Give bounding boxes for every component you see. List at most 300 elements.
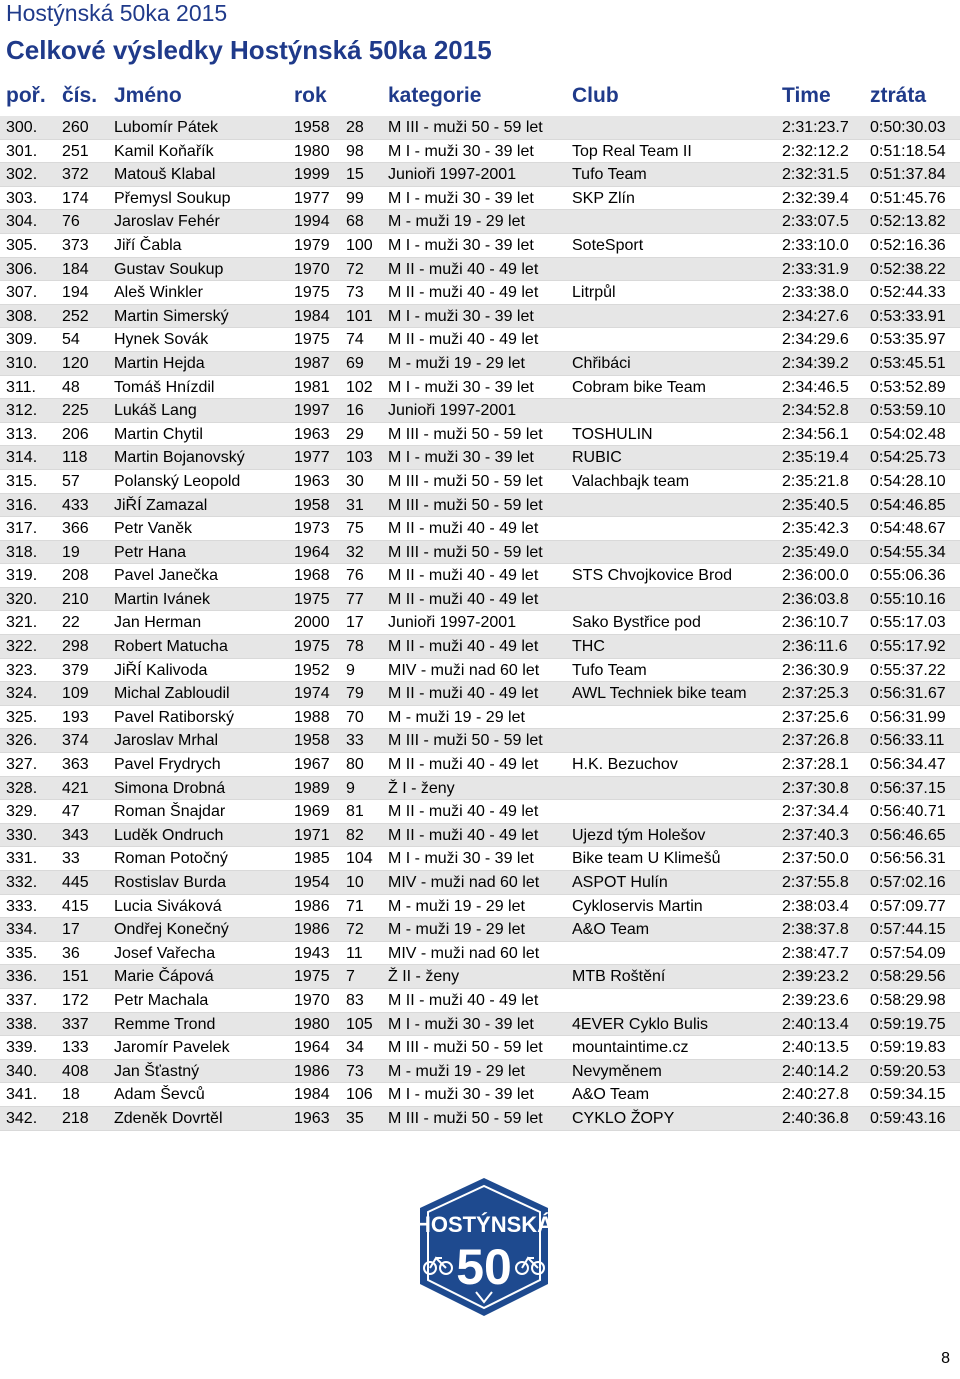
cell-rok: 1974 — [294, 685, 330, 703]
cell-cis: 18 — [62, 1086, 80, 1104]
cell-time: 2:32:31.5 — [782, 166, 849, 184]
cell-cis: 343 — [62, 826, 89, 844]
cell-num: 31 — [346, 496, 364, 514]
cell-time: 2:37:30.8 — [782, 779, 849, 797]
cell-cis: 193 — [62, 708, 89, 726]
cell-time: 2:35:49.0 — [782, 543, 849, 561]
cell-cis: 184 — [62, 260, 89, 278]
cell-name: JiŘÍ Kalivoda — [114, 661, 208, 679]
cell-gap: 0:56:31.67 — [870, 685, 946, 703]
cell-club: Litrpůl — [572, 284, 616, 302]
table-row — [0, 210, 960, 234]
cell-name: Ondřej Konečný — [114, 921, 229, 939]
cell-num: 7 — [346, 968, 355, 986]
cell-gap: 0:55:17.03 — [870, 614, 946, 632]
cell-kat: M II - muži 40 - 49 let — [388, 260, 539, 278]
cell-por: 314. — [6, 449, 38, 467]
cell-time: 2:32:12.2 — [782, 142, 849, 160]
cell-rok: 1994 — [294, 213, 330, 231]
cell-kat: Junioři 1997-2001 — [388, 402, 517, 420]
cell-por: 318. — [6, 543, 38, 561]
cell-name: Tomáš Hnízdil — [114, 378, 215, 396]
cell-name: Petr Machala — [114, 991, 209, 1009]
cell-time: 2:36:00.0 — [782, 567, 849, 585]
cell-por: 330. — [6, 826, 38, 844]
cell-club: A&O Team — [572, 921, 650, 939]
cell-num: 72 — [346, 921, 364, 939]
cell-time: 2:40:13.5 — [782, 1039, 849, 1057]
cell-gap: 0:51:37.84 — [870, 166, 946, 184]
cell-gap: 0:59:43.16 — [870, 1109, 946, 1127]
document-title: Hostýnská 50ka 2015 — [6, 0, 228, 26]
cell-kat: M III - muži 50 - 59 let — [388, 425, 543, 443]
cell-kat: M III - muži 50 - 59 let — [388, 732, 543, 750]
cell-num: 9 — [346, 661, 355, 679]
cell-name: Polanský Leopold — [114, 472, 241, 490]
cell-gap: 0:54:46.85 — [870, 496, 946, 514]
cell-por: 315. — [6, 472, 38, 490]
cell-kat: Junioři 1997-2001 — [388, 166, 517, 184]
cell-por: 309. — [6, 331, 38, 349]
cell-cis: 252 — [62, 307, 89, 325]
cell-club: Ujezd tým Holešov — [572, 826, 706, 844]
cell-club: SKP Zlín — [572, 189, 635, 207]
cell-por: 317. — [6, 520, 38, 538]
cell-por: 340. — [6, 1062, 38, 1080]
cell-club: THC — [572, 638, 605, 656]
cell-name: JiŘÍ Zamazal — [114, 496, 208, 514]
cell-num: 30 — [346, 472, 364, 490]
table-row — [0, 682, 960, 706]
cell-rok: 1980 — [294, 142, 330, 160]
cell-club: Top Real Team II — [572, 142, 692, 160]
table-row — [0, 729, 960, 753]
cell-por: 323. — [6, 661, 38, 679]
table-row — [0, 376, 960, 400]
cell-kat: M III - muži 50 - 59 let — [388, 119, 543, 136]
cell-name: Remme Trond — [114, 1015, 216, 1033]
table-row — [0, 611, 960, 635]
cell-name: Pavel Ratiborský — [114, 708, 235, 726]
cell-kat: M III - muži 50 - 59 let — [388, 543, 543, 561]
cell-kat: M II - muži 40 - 49 let — [388, 991, 539, 1009]
cell-gap: 0:56:31.99 — [870, 708, 946, 726]
cell-por: 342. — [6, 1109, 38, 1127]
cell-num: 9 — [346, 779, 355, 797]
cell-num: 33 — [346, 732, 364, 750]
cell-por: 335. — [6, 944, 38, 962]
cell-name: Martin Hejda — [114, 354, 205, 372]
cell-rok: 2000 — [294, 614, 330, 632]
cell-time: 2:36:11.6 — [782, 638, 848, 656]
cell-kat: M - muži 19 - 29 let — [388, 213, 525, 231]
cell-cis: 208 — [62, 567, 89, 585]
page-number: 8 — [941, 1350, 950, 1367]
cell-kat: M - muži 19 - 29 let — [388, 897, 525, 915]
cell-time: 2:38:37.8 — [782, 921, 849, 939]
cell-kat: MIV - muži nad 60 let — [388, 661, 540, 679]
cell-kat: M I - muži 30 - 39 let — [388, 449, 534, 467]
cell-rok: 1963 — [294, 425, 330, 443]
cell-time: 2:37:26.8 — [782, 732, 849, 750]
cell-club: ASPOT Hulín — [572, 874, 668, 891]
cell-cis: 408 — [62, 1062, 89, 1080]
cell-num: 70 — [346, 708, 364, 726]
cell-cis: 120 — [62, 354, 89, 372]
cell-por: 305. — [6, 236, 38, 254]
cell-club: RUBIC — [572, 449, 622, 467]
cell-gap: 0:53:59.10 — [870, 402, 946, 420]
cell-gap: 0:55:10.16 — [870, 590, 946, 608]
cell-name: Jaromír Pavelek — [114, 1039, 230, 1057]
cell-gap: 0:56:37.15 — [870, 779, 946, 797]
cell-cis: 22 — [62, 614, 80, 632]
cell-gap: 0:57:44.15 — [870, 921, 946, 939]
table-row — [0, 1107, 960, 1131]
cell-num: 101 — [346, 307, 373, 325]
cell-rok: 1969 — [294, 803, 330, 821]
cell-gap: 0:58:29.98 — [870, 991, 946, 1009]
cell-num: 99 — [346, 189, 364, 207]
cell-name: Jan Herman — [114, 614, 202, 632]
cell-gap: 0:56:33.11 — [870, 732, 945, 750]
table-header — [0, 84, 960, 112]
cell-name: Lubomír Pátek — [114, 119, 219, 136]
cell-club: Tufo Team — [572, 166, 647, 184]
cell-rok: 1964 — [294, 1039, 330, 1057]
cell-cis: 17 — [62, 921, 80, 939]
cell-name: Hynek Sovák — [114, 331, 209, 349]
cell-name: Lukáš Lang — [114, 402, 197, 420]
table-row — [0, 895, 960, 919]
cell-num: 103 — [346, 449, 373, 467]
cell-num: 11 — [346, 944, 363, 962]
cell-gap: 0:59:19.75 — [870, 1015, 946, 1033]
cell-kat: M I - muži 30 - 39 let — [388, 307, 534, 325]
cell-club: mountaintime.cz — [572, 1039, 689, 1057]
cell-por: 312. — [6, 402, 38, 420]
cell-name: Zdeněk Dovrtěl — [114, 1109, 223, 1127]
cell-por: 320. — [6, 590, 38, 608]
cell-club: Nevyměnem — [572, 1062, 662, 1080]
cell-gap: 0:52:38.22 — [870, 260, 946, 278]
cell-time: 2:32:39.4 — [782, 189, 849, 207]
cell-kat: M - muži 19 - 29 let — [388, 1062, 525, 1080]
cell-name: Roman Potočný — [114, 850, 228, 868]
cell-rok: 1988 — [294, 708, 330, 726]
cell-num: 100 — [346, 236, 373, 254]
cell-num: 28 — [346, 119, 364, 136]
cell-time: 2:35:19.4 — [782, 449, 849, 467]
cell-name: Simona Drobná — [114, 779, 226, 797]
table-row — [0, 989, 960, 1013]
cell-rok: 1977 — [294, 449, 330, 467]
logo-text: HOSTÝNSKÁ — [414, 1212, 554, 1237]
cell-kat: M I - muži 30 - 39 let — [388, 1015, 534, 1033]
cell-gap: 0:57:02.16 — [870, 874, 946, 891]
cell-gap: 0:56:56.31 — [870, 850, 946, 868]
cell-cis: 118 — [62, 449, 88, 467]
cell-num: 16 — [346, 402, 364, 420]
cell-por: 302. — [6, 166, 38, 184]
cell-cis: 379 — [62, 661, 89, 679]
table-row — [0, 163, 960, 187]
cell-num: 102 — [346, 378, 373, 396]
cell-por: 322. — [6, 638, 38, 656]
cell-gap: 0:52:44.33 — [870, 284, 946, 302]
table-row — [0, 1013, 960, 1037]
cell-name: Pavel Frydrych — [114, 756, 221, 774]
cell-rok: 1943 — [294, 944, 330, 962]
cell-rok: 1986 — [294, 921, 330, 939]
cell-club: Cykloservis Martin — [572, 897, 703, 915]
cell-rok: 1954 — [294, 874, 330, 891]
cell-rok: 1980 — [294, 1015, 330, 1033]
header-time: Time — [782, 84, 831, 107]
cell-num: 74 — [346, 331, 364, 349]
cell-cis: 337 — [62, 1015, 89, 1033]
cell-num: 32 — [346, 543, 364, 561]
cell-num: 78 — [346, 638, 364, 656]
cell-time: 2:34:52.8 — [782, 402, 849, 420]
cell-name: Pavel Janečka — [114, 567, 219, 585]
cell-time: 2:40:14.2 — [782, 1062, 849, 1080]
cell-name: Přemysl Soukup — [114, 189, 231, 207]
cell-num: 15 — [346, 166, 364, 184]
cell-cis: 206 — [62, 425, 89, 443]
cell-por: 313. — [6, 425, 38, 443]
cell-time: 2:33:07.5 — [782, 213, 849, 231]
cell-gap: 0:56:40.71 — [870, 803, 946, 821]
cell-cis: 36 — [62, 944, 80, 962]
table-row — [0, 140, 960, 164]
cell-por: 319. — [6, 567, 38, 585]
results-table — [0, 116, 960, 1131]
cell-club: Cobram bike Team — [572, 378, 706, 396]
cell-rok: 1979 — [294, 236, 330, 254]
cell-por: 332. — [6, 874, 38, 891]
table-row — [0, 423, 960, 447]
cell-cis: 445 — [62, 874, 89, 891]
cell-time: 2:33:38.0 — [782, 284, 849, 302]
cell-num: 75 — [346, 520, 364, 538]
cell-por: 307. — [6, 284, 38, 302]
cell-name: Petr Hana — [114, 543, 187, 561]
cell-kat: M II - muži 40 - 49 let — [388, 685, 539, 703]
cell-rok: 1975 — [294, 968, 330, 986]
cell-name: Josef Vařecha — [114, 944, 216, 962]
cell-rok: 1975 — [294, 331, 330, 349]
cell-num: 73 — [346, 1062, 364, 1080]
cell-name: Jiří Čabla — [114, 236, 182, 254]
cell-por: 300. — [6, 119, 38, 136]
cell-num: 17 — [346, 614, 364, 632]
cell-time: 2:34:29.6 — [782, 331, 849, 349]
cell-por: 304. — [6, 213, 38, 231]
cell-gap: 0:59:19.83 — [870, 1039, 946, 1057]
cell-club: Valachbajk team — [572, 472, 690, 490]
cell-name: Martin Bojanovský — [114, 449, 245, 467]
cell-cis: 366 — [62, 520, 89, 538]
cell-gap: 0:54:25.73 — [870, 449, 946, 467]
cell-rok: 1975 — [294, 284, 330, 302]
table-row — [0, 706, 960, 730]
cell-name: Michal Zabloudil — [114, 685, 230, 703]
cell-kat: MIV - muži nad 60 let — [388, 944, 540, 962]
cell-rok: 1984 — [294, 1086, 330, 1104]
cell-rok: 1973 — [294, 520, 330, 538]
cell-gap: 0:50:30.03 — [870, 119, 946, 136]
cell-time: 2:38:03.4 — [782, 897, 849, 915]
cell-cis: 19 — [62, 543, 80, 561]
cell-rok: 1958 — [294, 732, 330, 750]
cell-kat: M II - muži 40 - 49 let — [388, 826, 539, 844]
cell-cis: 33 — [62, 850, 80, 868]
cell-por: 310. — [6, 354, 38, 372]
cell-rok: 1981 — [294, 378, 330, 396]
table-row — [0, 541, 960, 565]
cell-time: 2:31:23.7 — [782, 119, 849, 136]
cell-time: 2:37:28.1 — [782, 756, 849, 774]
cell-name: Roman Šnajdar — [114, 803, 226, 821]
cell-cis: 109 — [62, 685, 89, 703]
cell-rok: 1989 — [294, 779, 330, 797]
document-subtitle: Celkové výsledky Hostýnská 50ka 2015 — [6, 35, 492, 65]
cell-por: 339. — [6, 1039, 38, 1057]
cell-por: 327. — [6, 756, 38, 774]
cell-rok: 1971 — [294, 826, 330, 844]
cell-club: AWL Techniek bike team — [572, 685, 747, 703]
cell-por: 306. — [6, 260, 38, 278]
cell-club: TOSHULIN — [572, 425, 653, 443]
cell-num: 10 — [346, 874, 364, 891]
cell-gap: 0:53:52.89 — [870, 378, 946, 396]
cell-kat: M I - muži 30 - 39 let — [388, 142, 534, 160]
cell-gap: 0:53:45.51 — [870, 354, 946, 372]
cell-cis: 433 — [62, 496, 89, 514]
table-row — [0, 494, 960, 518]
cell-rok: 1975 — [294, 638, 330, 656]
cell-club: SoteSport — [572, 236, 644, 254]
cell-name: Jaroslav Mrhal — [114, 732, 219, 750]
cell-por: 329. — [6, 803, 38, 821]
cell-kat: M III - muži 50 - 59 let — [388, 1109, 543, 1127]
cell-num: 104 — [346, 850, 373, 868]
cell-club: Tufo Team — [572, 661, 647, 679]
cell-kat: M II - muži 40 - 49 let — [388, 756, 539, 774]
cell-gap: 0:56:46.65 — [870, 826, 946, 844]
cell-name: Matouš Klabal — [114, 166, 216, 184]
cell-name: Martin Chytil — [114, 425, 203, 443]
header-gap: ztráta — [870, 84, 927, 107]
table-row — [0, 659, 960, 683]
table-row — [0, 588, 960, 612]
table-row — [0, 328, 960, 352]
cell-club: 4EVER Cyklo Bulis — [572, 1015, 709, 1033]
header-club: Club — [572, 84, 619, 107]
cell-name: Martin Simerský — [114, 307, 229, 325]
cell-num: 106 — [346, 1086, 373, 1104]
cell-num: 68 — [346, 213, 364, 231]
cell-cis: 251 — [62, 142, 89, 160]
cell-cis: 218 — [62, 1109, 89, 1127]
cell-kat: M III - muži 50 - 59 let — [388, 496, 543, 514]
cell-time: 2:34:46.5 — [782, 378, 849, 396]
cell-gap: 0:55:06.36 — [870, 567, 946, 585]
cell-por: 325. — [6, 708, 38, 726]
cell-name: Petr Vaněk — [114, 520, 192, 538]
cell-kat: M I - muži 30 - 39 let — [388, 850, 534, 868]
cell-rok: 1977 — [294, 189, 330, 207]
table-row — [0, 824, 960, 848]
cell-kat: M II - muži 40 - 49 let — [388, 520, 539, 538]
cell-time: 2:39:23.6 — [782, 991, 849, 1009]
cell-kat: M - muži 19 - 29 let — [388, 708, 525, 726]
cell-por: 324. — [6, 685, 38, 703]
cell-cis: 54 — [62, 331, 80, 349]
cell-rok: 1968 — [294, 567, 330, 585]
table-row — [0, 446, 960, 470]
header-cis: čís. — [62, 84, 98, 107]
cell-cis: 372 — [62, 166, 89, 184]
cell-rok: 1986 — [294, 1062, 330, 1080]
cell-cis: 47 — [62, 803, 80, 821]
cell-kat: M I - muži 30 - 39 let — [388, 378, 534, 396]
cell-time: 2:35:40.5 — [782, 496, 849, 514]
cell-time: 2:35:42.3 — [782, 520, 849, 538]
cell-por: 326. — [6, 732, 38, 750]
cell-time: 2:36:10.7 — [782, 614, 849, 632]
cell-rok: 1963 — [294, 472, 330, 490]
cell-name: Luděk Ondruch — [114, 826, 224, 844]
cell-gap: 0:55:17.92 — [870, 638, 946, 656]
cell-name: Adam Ševců — [114, 1086, 205, 1104]
cell-name: Aleš Winkler — [114, 284, 203, 302]
cell-por: 336. — [6, 968, 38, 986]
cell-num: 77 — [346, 590, 364, 608]
cell-cis: 363 — [62, 756, 89, 774]
cell-cis: 57 — [62, 472, 80, 490]
cell-rok: 1952 — [294, 661, 330, 679]
cell-por: 316. — [6, 496, 38, 514]
cell-gap: 0:58:29.56 — [870, 968, 946, 986]
cell-cis: 415 — [62, 897, 89, 915]
cell-kat: Ž II - ženy — [388, 968, 460, 986]
table-row — [0, 305, 960, 329]
cell-gap: 0:54:48.67 — [870, 520, 946, 538]
logo-number: 50 — [456, 1239, 512, 1295]
cell-gap: 0:51:45.76 — [870, 189, 946, 207]
table-row — [0, 234, 960, 258]
cell-num: 71 — [346, 897, 364, 915]
cell-rok: 1986 — [294, 897, 330, 915]
cell-time: 2:39:23.2 — [782, 968, 849, 986]
cell-time: 2:40:13.4 — [782, 1015, 849, 1033]
cell-kat: Junioři 1997-2001 — [388, 614, 517, 632]
cell-time: 2:38:47.7 — [782, 944, 849, 962]
cell-kat: M - muži 19 - 29 let — [388, 921, 525, 939]
cell-rok: 1970 — [294, 991, 330, 1009]
cell-cis: 172 — [62, 991, 89, 1009]
table-row — [0, 1083, 960, 1107]
cell-rok: 1970 — [294, 260, 330, 278]
table-row — [0, 635, 960, 659]
cell-club: STS Chvojkovice Brod — [572, 567, 733, 585]
cell-club: Chřibáci — [572, 354, 631, 372]
cell-club: Bike team U Klimešů — [572, 850, 721, 868]
cell-name: Kamil Koňařík — [114, 142, 214, 160]
table-row — [0, 1060, 960, 1084]
